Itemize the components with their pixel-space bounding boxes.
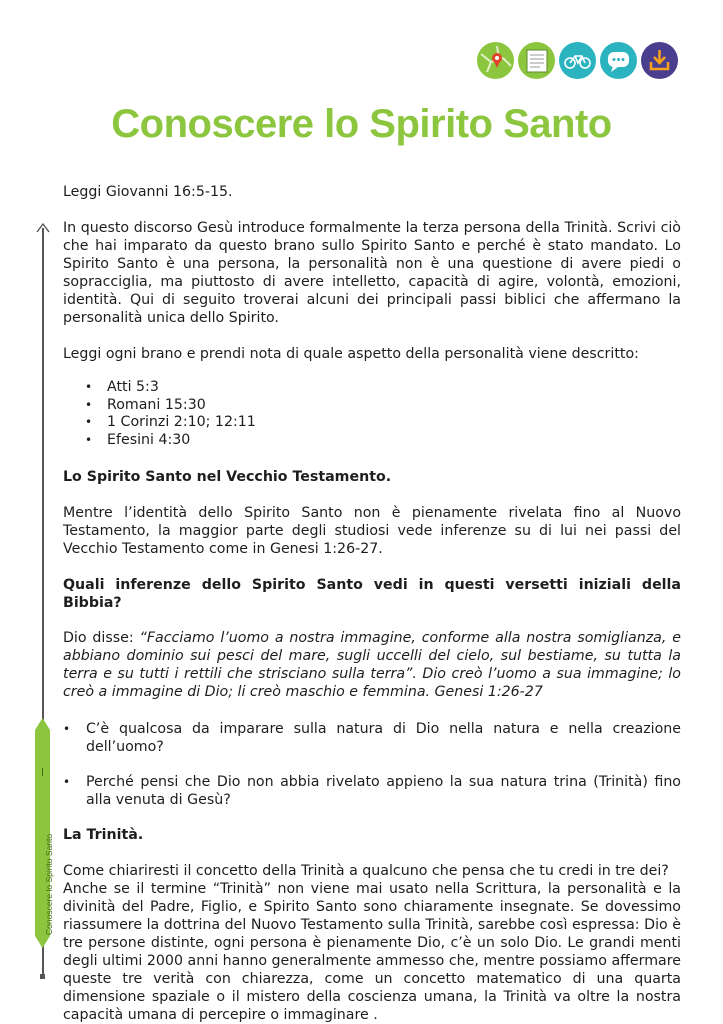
document-body — [63, 183, 681, 1024]
activity-icons — [477, 42, 678, 79]
bike-icon — [559, 42, 596, 79]
rail-end-marker — [40, 974, 45, 979]
quote-lead: Dio disse: — [63, 630, 140, 646]
paragraph-4b: Anche se il termine “Trinità” non viene mai usato nella Scrittura, la personalità e la divinità del Padre, Figlio, e Spirito Santo sono chiaramente insegnate. Se dovessimo riassumere la dottrina del Nuovo Testamento sulla Trinità, sarebbe così espressa: Dio è tre persone distinte, ogni persona è pienamente Dio, c’è un solo Dio. Le grandi menti degli ultimi 2000 anni hanno generalmente ammesso che, mentre possiamo affermare queste tre verità con chiarezza, come un concetto matematico di una quarta dimensione spaziale o il mistero della coscienza umana, la Trinità va oltre la nostra capacità umana di percepire o immaginare . — [63, 881, 681, 1023]
notes-icon — [518, 42, 555, 79]
map-icon — [477, 42, 514, 79]
question-list — [63, 720, 681, 809]
list-item: • Efesini 4:30 — [85, 432, 681, 450]
list-item: • Romani 15:30 — [85, 397, 681, 415]
heading-old-testament: Lo Spirito Santo nel Vecchio Testamento. — [63, 469, 392, 485]
download-icon — [641, 42, 678, 79]
list-item: • Perché pensi che Dio non abbia rivelato appieno la sua natura trina (Trinità) fino alla venuta di Gesù? — [63, 773, 681, 809]
genesis-quote — [63, 629, 681, 701]
paragraph-3: Mentre l’identità dello Spirito Santo non è pienamente rivelata fino al Nuovo Testamento, la maggior parte degli studiosi vede inferenze su di lui nei passi del Vecchio Testamento come in Genesi 1:26-27. — [63, 505, 681, 557]
chat-icon — [600, 42, 637, 79]
quote-text: “Facciamo l’uomo a nostra immagine, conforme alla nostra somiglianza, e abbiano dominio sui pesci del mare, sugli uccelli del cielo, sul bestiame, su tutta la terra e su tutti i rettili che strisciano sulla terra”. Dio creò l’uomo a sua immagine; lo creò a immagine di Dio; li creò maschio e femmina. Genesi 1:26-27 — [63, 630, 681, 700]
page-title: Conoscere lo Spirito Santo — [111, 102, 612, 146]
list-item: • 1 Corinzi 2:10; 12:11 — [85, 414, 681, 432]
intro-line: Leggi Giovanni 16:5-15. — [63, 184, 233, 200]
paragraph-1: In questo discorso Gesù introduce formalmente la terza persona della Trinità. Scrivi ciò che hai imparato da questo brano sullo Spirito Santo e perché è stato mandato. Lo Spirito Santo è una persona, la personalità non è una questione di avere piedi o sopracciglia, ma piuttosto di avere intelletto, capacità di agire, volontà, emozioni, identità. Qui di seguito troverai alcuni dei principali passi biblici che affermano la personalità unica dello Spirito. — [63, 220, 681, 326]
paragraph-4a: Come chiariresti il concetto della Trinità a qualcuno che pensa che tu credi in tre dei? — [63, 863, 669, 879]
list-item: • Atti 5:3 — [85, 379, 681, 397]
list-item: • C’è qualcosa da imparare sulla natura di Dio nella natura e nella creazione dell’uomo? — [63, 720, 681, 756]
heading-trinity: La Trinità. — [63, 827, 144, 843]
heading-inferences: Quali inferenze dello Spirito Santo vedi in questi versetti iniziali della Bibbia? — [63, 577, 681, 611]
paragraph-2: Leggi ogni brano e prendi nota di quale aspetto della personalità viene descritto: — [63, 346, 639, 362]
side-label: Conoscere lo Spirito Santo — [44, 833, 54, 935]
reference-list — [63, 379, 681, 449]
